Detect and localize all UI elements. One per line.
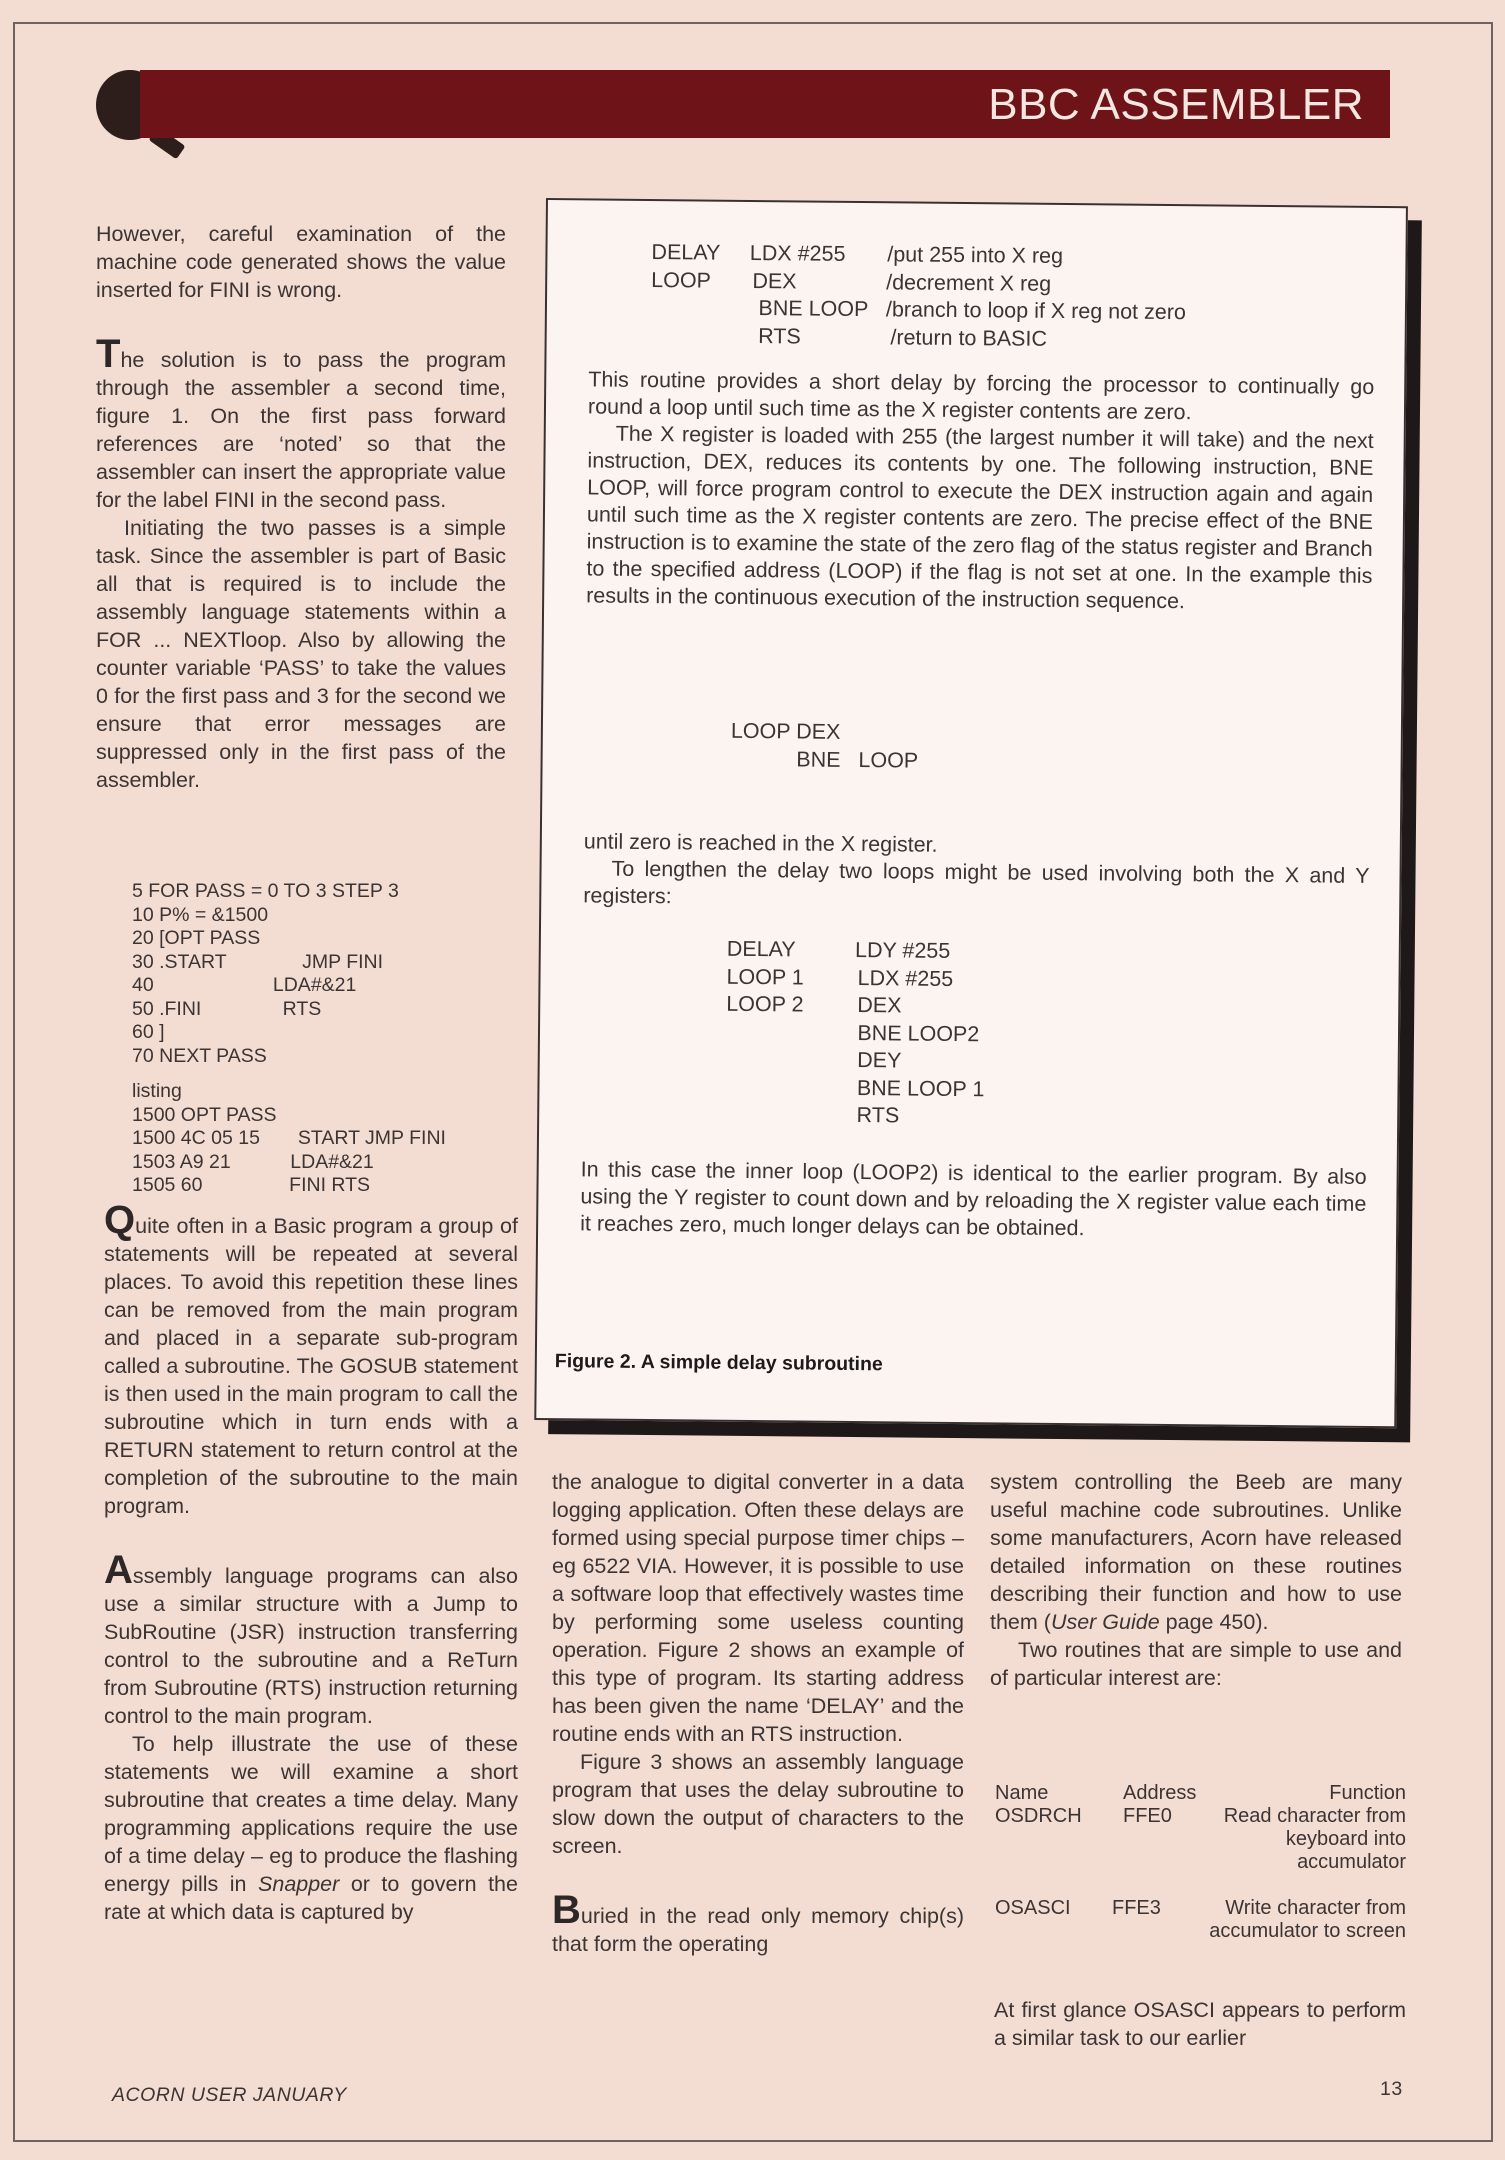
paragraph-delays: the analogue to digital converter in a data logging application. Often these delays are formed using special purpose timer chips – eg 6522 VIA. However, it is possible to use a software loop that effectively wastes time by performing some useless counting operation. Figure 2 shows an example of this type of program. Its starting address has been given the name ‘DELAY’ and the routine ends with an RTS instruction. [552,1470,964,1746]
right-column-end [994,1996,1406,2052]
paragraph-solution: The solution is to pass the program through the assembler a second time, figure 1. On the first pass forward references are ‘noted’ so that the assembler can insert the appropriate value for the label FINI in the second pass. [96,332,506,512]
assembler-listing: listing 1500 OPT PASS 1500 4C 05 15 START JMP FINI 1503 A9 21 LDA#&21 1505 60 FINI RTS [132,1080,446,1196]
row-name: OSDRCH [995,1805,1082,1827]
col-header-name: Name [995,1782,1049,1804]
paragraph-two-routines: Two routines that are simple to use and of particular interest are: [990,1638,1402,1690]
drop-cap: T [96,332,121,376]
magazine-footer: ACORN USER JANUARY [112,2084,347,2106]
paragraph-subroutines: Quite often in a Basic program a group of statements will be repeated at several places. To avoid this repetition these lines can be removed from the main program and placed in a separate sub-program called a subroutine. The GOSUB statement is then used in the main program to call the subroutine which in turn ends with a RETURN statement to return control at the completion of the subroutine to the main program. [104,1198,518,1518]
drop-cap: B [552,1888,581,1932]
row-address: FFE3 [1112,1897,1161,1919]
paragraph-os-routines: system controlling the Beeb are many useful machine code subroutines. Unlike some manufacturers, Acorn have released detailed information on these routines describing their function and how to use them (User Guide page 450). [990,1470,1402,1634]
paragraph-passes: Initiating the two passes is a simple task. Since the assembler is part of Basic all that is required is to include the assembly language statements within a FOR ... NEXTloop. Also by allowing the counter variable ‘PASS’ to take the values 0 for the first pass and 3 for the second we ensure that error messages are suppressed only in the first pass of the assembler. [96,516,506,792]
double-loop-code: DELAY LDY #255 LOOP 1 LDX #255 LOOP 2 DEX BNE LOOP2 DEY BNE LOOP 1 RTS [725,936,985,1128]
figure-text-2: until zero is reached in the X register. To lengthen the delay two loops might be used involving both the X and Y registers: [583,829,1370,909]
paragraph-jsr: Assembly language programs can also use a similar structure with a Jump to SubRoutine (JSR) instruction transferring control to the subroutine and a ReTurn from Subroutine (RTS) instruction returning control to the main program. [104,1548,518,1728]
row-function: Write character from accumulator to screen [1209,1897,1406,1942]
drop-cap: Q [104,1198,136,1242]
section-banner [140,70,1390,138]
paragraph-osasci: At first glance OSASCI appears to perform a similar task to our earlier [994,1998,1406,2050]
figure-text-3: In this case the inner loop (LOOP2) is identical to the earlier program. By also using the Y register to count down and by reloading the X register value each time it reaches zero, much longer delays can be obtained. [580,1157,1367,1241]
right-column [990,1468,1402,1692]
paragraph-time-delay: To help illustrate the use of these statements we will examine a short subroutine that creates a time delay. Many programming applications require the use of a time delay – eg to produce the flashing energy pills in Snapper or to govern the rate at which data is captured by [104,1732,518,1924]
paragraph-rom: Buried in the read only memory chip(s) that form the operating [552,1888,964,1956]
page-number: 13 [1380,2078,1403,2100]
loop-code: LOOP DEX BNE LOOP [730,718,919,773]
row-name: OSASCI [995,1897,1071,1919]
left-column-bottom [104,1198,518,1926]
col-header-function: Function [1329,1782,1406,1804]
basic-program-listing: 5 FOR PASS = 0 TO 3 STEP 3 10 P% = &1500 20 [OPT PASS 30 .START JMP FINI 40 LDA#&21 50 .FINI RTS 60 ] 70 NEXT PASS [132,880,399,1067]
figure-text-1: This routine provides a short delay by forcing the processor to continually go round a loop until such time as the X register contents are zero. The X register is loaded with 255 (the largest number it will take) and the next instruction, DEX, reduces its contents by one. The following instruction, BNE LOOP, will force program control to execute the DEX instruction again and again until such time as the X register contents are zero. The precise effect of the BNE instruction is to examine the state of the zero flag of the status register and Branch to the specified address (LOOP) if the flag is not set at one. In the example this results in the continuous execution of the instruction sequence. [586,367,1375,614]
col-header-address: Address [1123,1782,1197,1804]
section-title: BBC ASSEMBLER [988,80,1364,129]
left-column-top [96,220,506,794]
figure-2-box [534,198,1408,1428]
middle-column [552,1468,964,1958]
delay-code: DELAY LDX #255 /put 255 into X reg LOOP DEX /decrement X reg BNE LOOP /branch to loop if X reg not zero RTS /return to BASIC [650,240,1187,351]
drop-cap: A [104,1548,133,1592]
figure-caption: Figure 2. A simple delay subroutine [554,1350,883,1376]
paragraph-figure3: Figure 3 shows an assembly language program that uses the delay subroutine to slow down the output of characters to the screen. [552,1750,964,1858]
game-title: Snapper [258,1872,340,1896]
row-address: FFE0 [1123,1805,1172,1827]
intro-paragraph: However, careful examination of the machine code generated shows the value inserted for FINI is wrong. [96,222,506,302]
row-function: Read character from keyboard into accumulator [1223,1805,1406,1873]
